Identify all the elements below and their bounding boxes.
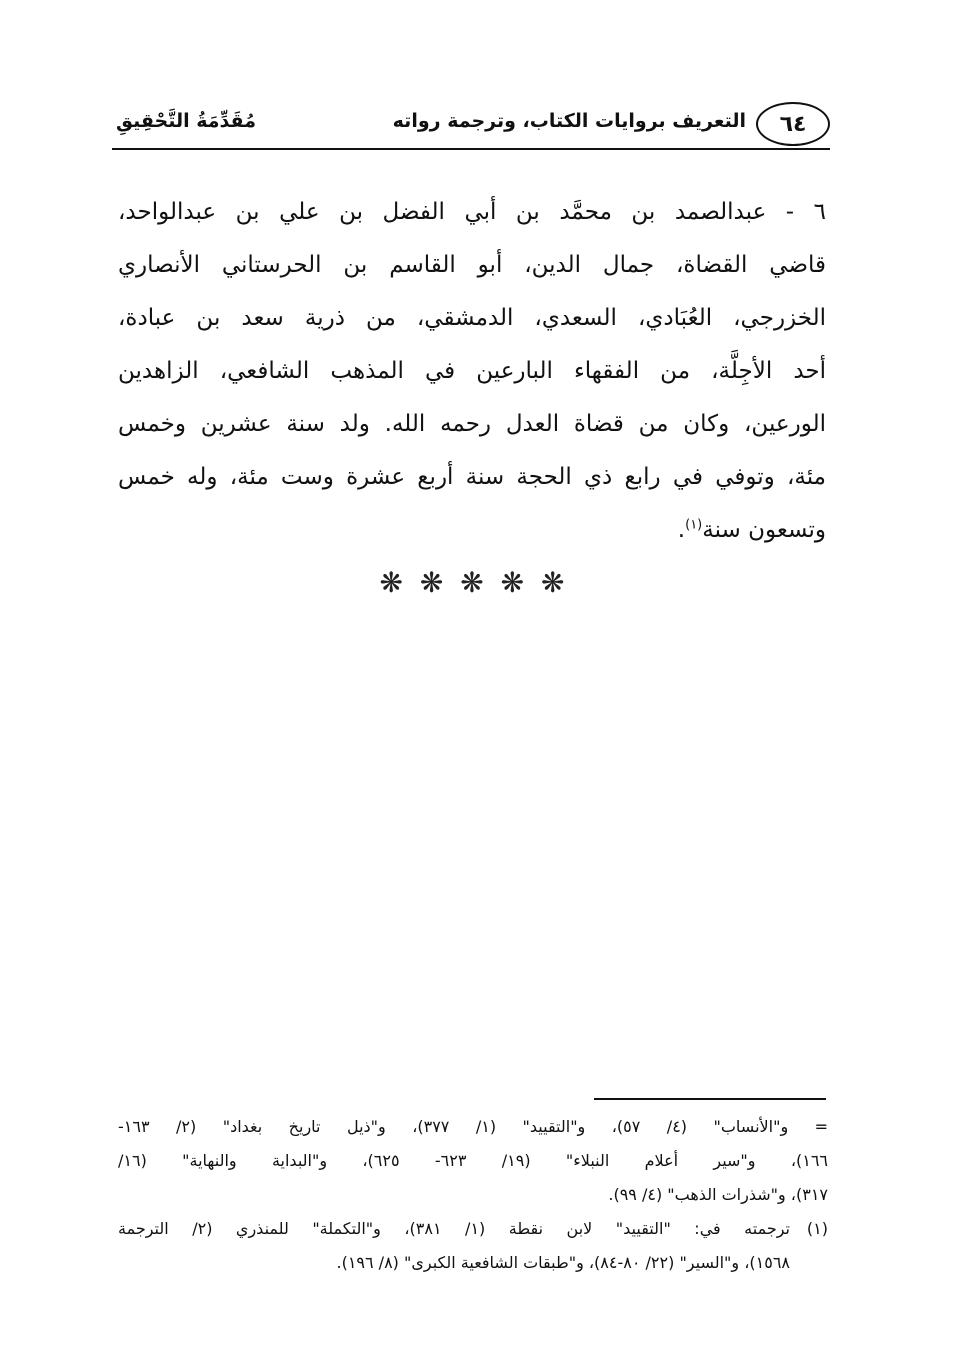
footnote-1 [118,1212,828,1280]
running-title: التعريف بروايات الكتاب، وترجمة رواته [392,110,746,132]
paragraph-last-line [118,504,826,557]
footnote-line: ١٥٦٨)، و"السير" (٢٢/ ٨٠-٨٤)، و"طبقات الشافعية الكبرى" (٨/ ١٩٦). [336,1253,790,1272]
footnote-reference[interactable]: (١) [685,517,703,533]
footnote-line: ترجمته في: "التقييد" لابن نقطة (١/ ٣٨١)، و"التكملة" للمنذري (٢/ الترجمة [118,1219,790,1238]
page-number-badge: ٦٤ [756,102,830,146]
footnote-divider [594,1098,826,1100]
last-line-end: . [677,517,686,543]
paragraph-line: أحد الأجِلَّة، من الفقهاء البارعين في المذهب الشافعي، الزاهدين [118,358,826,384]
footnote-continued-line: ١٦٦)، و"سير أعلام النبلاء" (١٩/ ٦٢٣- ٦٢٥)، و"البداية والنهاية" (١٦/ [118,1151,828,1170]
last-line-text: وتسعون سنة [702,517,826,543]
page-header [112,98,830,146]
header-divider [112,148,830,150]
paragraph-line: قاضي القضاة، جمال الدين، أبو القاسم بن الحرستاني الأنصاري [118,252,826,278]
paragraph-line: مئة، وتوفي في رابع ذي الحجة سنة أربع عشرة وست مئة، وله خمس [118,464,826,490]
footnote-continued-line: ٣١٧)، و"شذرات الذهب" (٤/ ٩٩). [608,1185,828,1204]
footnote-continued-line: = و"الأنساب" (٤/ ٥٧)، و"التقييد" (١/ ٣٧٧)، و"ذيل تاريخ بغداد" (٢/ ١٦٣- [118,1117,828,1136]
section-ornament: ❋ ❋ ❋ ❋ ❋ [379,566,569,599]
footnotes [118,1110,828,1280]
paragraph-line: الورعين، وكان من قضاة العدل رحمه الله. ولد سنة عشرين وخمس [118,411,826,437]
paragraph-line: الخزرجي، العُبَادي، السعدي، الدمشقي، من ذرية سعد بن عبادة، [118,305,826,331]
section-title: مُقَدِّمَةُ التَّحْقِيقِ [116,110,256,132]
paragraph-line: ٦ - عبدالصمد بن محمَّد بن أبي الفضل بن علي بن عبدالواحد، [118,199,826,225]
footnote-marker: (١) [806,1219,828,1238]
biography-paragraph [118,186,826,557]
